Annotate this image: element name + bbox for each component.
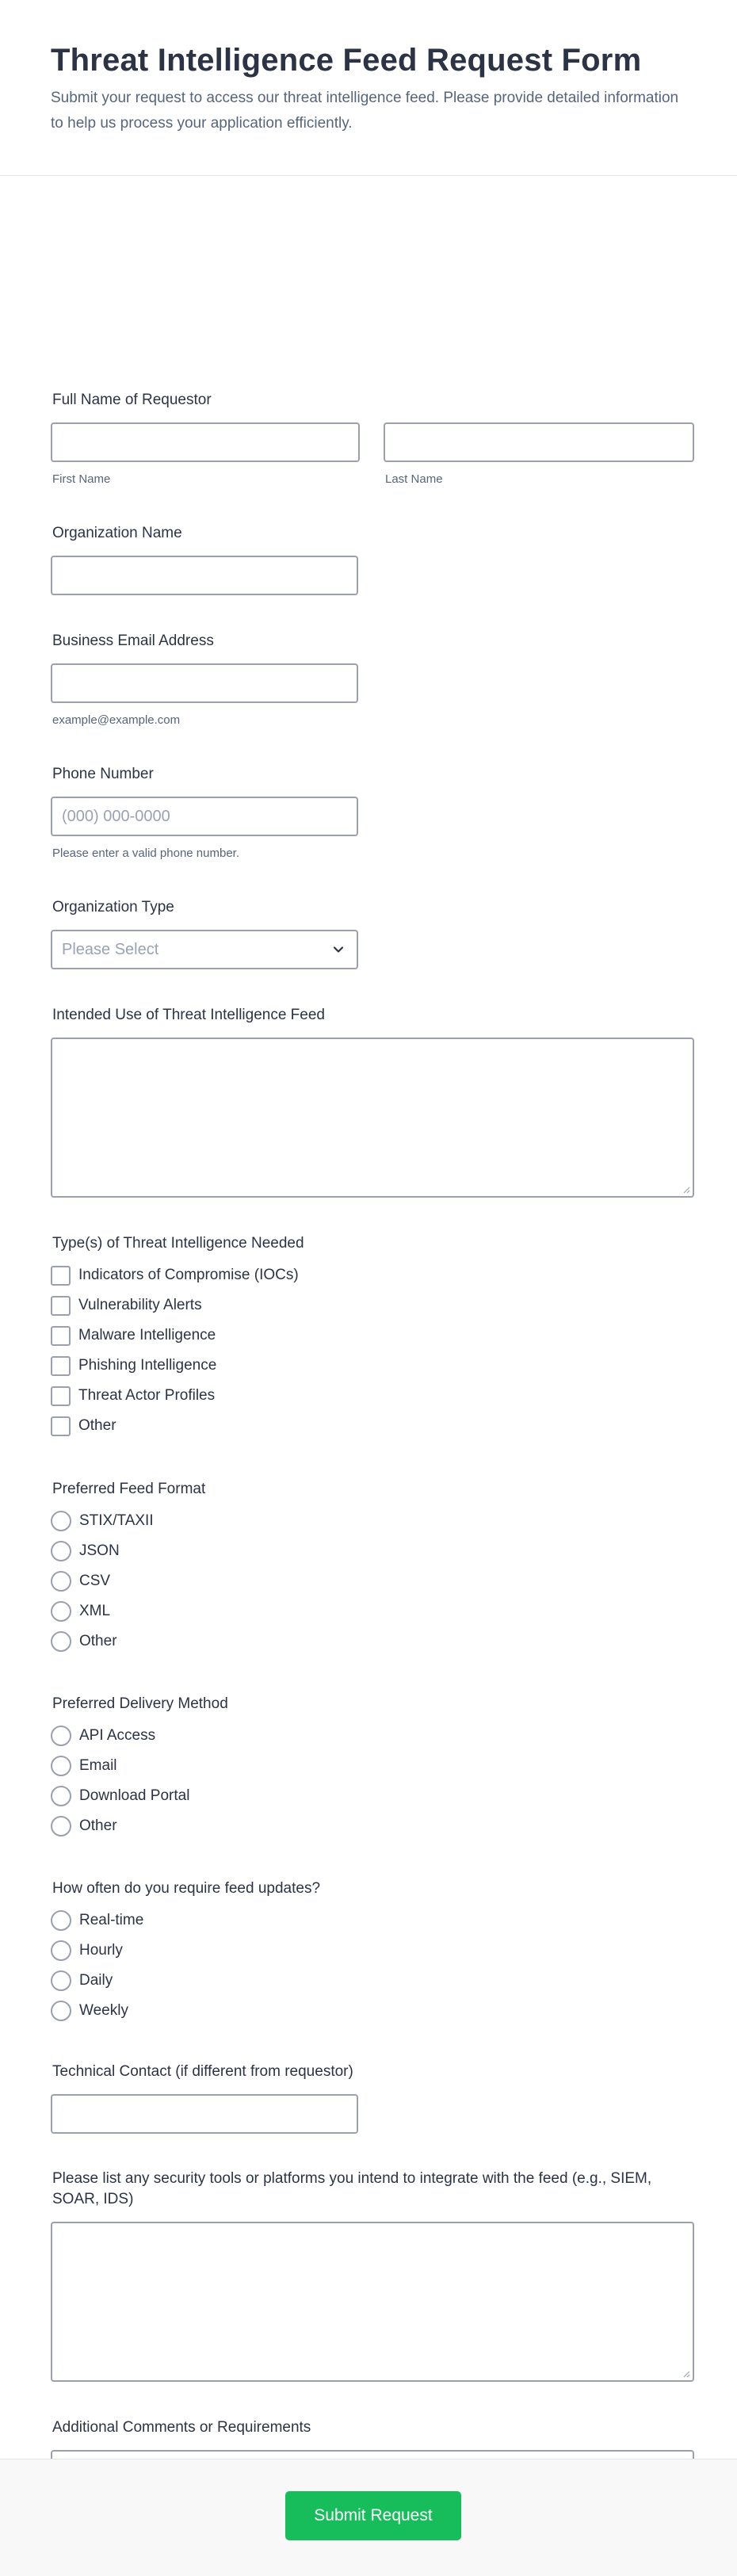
update-frequency-option[interactable] (51, 1996, 694, 2026)
security-tools-textarea[interactable] (51, 2222, 694, 2382)
update-frequency-options (51, 1905, 694, 2026)
form-header (0, 0, 737, 176)
resize-grip-icon[interactable] (682, 2370, 690, 2378)
radio-button[interactable] (51, 1511, 71, 1531)
delivery-method-option[interactable] (51, 1751, 694, 1781)
checkbox[interactable] (51, 1386, 71, 1406)
security-tools-label: Please list any security tools or platforms you intend to integrate with the feed (e.g., SIEM, SOAR, IDS) (52, 2170, 652, 2207)
update-frequency-option[interactable] (51, 1966, 694, 1996)
first-name-input[interactable] (51, 422, 360, 462)
checkbox[interactable] (51, 1326, 71, 1346)
feed-format-option[interactable] (51, 1626, 694, 1657)
intel-types-label: Type(s) of Threat Intelligence Needed (52, 1235, 304, 1252)
last-name-sublabel: Last Name (385, 472, 443, 486)
radio-button[interactable] (51, 1940, 71, 1961)
option-label: Phishing Intelligence (78, 1357, 217, 1374)
update-frequency-label: How often do you require feed updates? (52, 1880, 321, 1897)
option-label: Indicators of Compromise (IOCs) (78, 1267, 299, 1283)
option-label: Weekly (79, 2002, 128, 2019)
technical-contact-question (51, 2062, 694, 2134)
full-name-label: Full Name of Requestor (52, 392, 212, 408)
feed-format-question (51, 1479, 694, 1657)
intended-use-question (51, 1005, 694, 1198)
radio-button[interactable] (51, 1571, 71, 1592)
radio-button[interactable] (51, 1726, 71, 1746)
option-label: Vulnerability Alerts (78, 1297, 202, 1313)
option-label: STIX/TAXII (79, 1512, 154, 1529)
delivery-method-options (51, 1721, 694, 1841)
radio-button[interactable] (51, 1910, 71, 1931)
option-label: Email (79, 1757, 117, 1774)
radio-button[interactable] (51, 1601, 71, 1622)
intel-type-option[interactable] (51, 1260, 694, 1290)
organization-type-select[interactable] (51, 930, 358, 969)
organization-type-label: Organization Type (52, 899, 174, 915)
organization-type-selected: Please Select (62, 940, 159, 958)
form-footer (0, 2459, 737, 2576)
intended-use-label: Intended Use of Threat Intelligence Feed (52, 1007, 325, 1023)
option-label: API Access (79, 1727, 156, 1744)
option-label: Real-time (79, 1912, 144, 1928)
delivery-method-option[interactable] (51, 1721, 694, 1751)
phone-question (51, 764, 694, 860)
technical-contact-label: Technical Contact (if different from requestor) (52, 2063, 353, 2080)
intel-types-options (51, 1260, 694, 1441)
feed-format-option[interactable] (51, 1596, 694, 1626)
form-title: Threat Intelligence Feed Request Form (51, 43, 642, 78)
intel-type-option[interactable] (51, 1381, 694, 1411)
intel-type-option[interactable] (51, 1411, 694, 1441)
option-label: Other (79, 1817, 117, 1834)
feed-format-option[interactable] (51, 1536, 694, 1566)
phone-input[interactable] (51, 797, 358, 836)
radio-button[interactable] (51, 1756, 71, 1776)
update-frequency-option[interactable] (51, 1905, 694, 1936)
email-sublabel: example@example.com (52, 713, 181, 727)
delivery-method-option[interactable] (51, 1781, 694, 1811)
email-label: Business Email Address (52, 633, 214, 649)
organization-type-question (51, 897, 694, 969)
phone-sublabel: Please enter a valid phone number. (52, 847, 239, 860)
radio-button[interactable] (51, 1970, 71, 1991)
organization-name-question (51, 523, 694, 595)
option-label: Threat Actor Profiles (78, 1387, 216, 1404)
submit-button[interactable]: Submit Request (285, 2491, 461, 2540)
checkbox[interactable] (51, 1416, 71, 1436)
intel-type-option[interactable] (51, 1290, 694, 1320)
phone-label: Phone Number (52, 766, 154, 782)
organization-name-input[interactable] (51, 556, 358, 595)
radio-button[interactable] (51, 2001, 71, 2021)
option-label: XML (79, 1603, 111, 1619)
delivery-method-label: Preferred Delivery Method (52, 1695, 228, 1712)
organization-name-label: Organization Name (52, 525, 182, 541)
feed-format-option[interactable] (51, 1506, 694, 1536)
last-name-input[interactable] (384, 422, 694, 462)
update-frequency-option[interactable] (51, 1936, 694, 1966)
checkbox[interactable] (51, 1356, 71, 1376)
feed-format-label: Preferred Feed Format (52, 1481, 206, 1497)
radio-button[interactable] (51, 1786, 71, 1806)
security-tools-question (51, 2169, 694, 2382)
technical-contact-input[interactable] (51, 2094, 358, 2134)
checkbox[interactable] (51, 1266, 71, 1286)
delivery-method-option[interactable] (51, 1811, 694, 1841)
option-label: JSON (79, 1542, 120, 1559)
chevron-down-icon (331, 942, 346, 957)
option-label: Malware Intelligence (78, 1327, 216, 1343)
intel-type-option[interactable] (51, 1351, 694, 1381)
comments-label: Additional Comments or Requirements (52, 2419, 311, 2436)
option-label: CSV (79, 1573, 111, 1589)
form-description: Submit your request to access our threat intelligence feed. Please provide detailed information to help us process your application efficiently. (51, 90, 679, 132)
first-name-sublabel: First Name (52, 472, 111, 486)
intended-use-textarea[interactable] (51, 1038, 694, 1198)
feed-format-options (51, 1506, 694, 1657)
checkbox[interactable] (51, 1296, 71, 1316)
option-label: Download Portal (79, 1787, 190, 1804)
intel-types-question (51, 1233, 694, 1441)
update-frequency-question (51, 1878, 694, 2026)
resize-grip-icon[interactable] (682, 1186, 690, 1194)
email-input[interactable] (51, 663, 358, 703)
option-label: Daily (79, 1972, 113, 1989)
full-name-question (51, 390, 694, 486)
intel-type-option[interactable] (51, 1320, 694, 1351)
option-label: Hourly (79, 1942, 123, 1959)
radio-button[interactable] (51, 1816, 71, 1836)
option-label: Other (79, 1633, 117, 1649)
feed-format-option[interactable] (51, 1566, 694, 1596)
radio-button[interactable] (51, 1541, 71, 1561)
delivery-method-question (51, 1694, 694, 1841)
email-question (51, 631, 694, 727)
radio-button[interactable] (51, 1631, 71, 1652)
option-label: Other (78, 1417, 116, 1434)
